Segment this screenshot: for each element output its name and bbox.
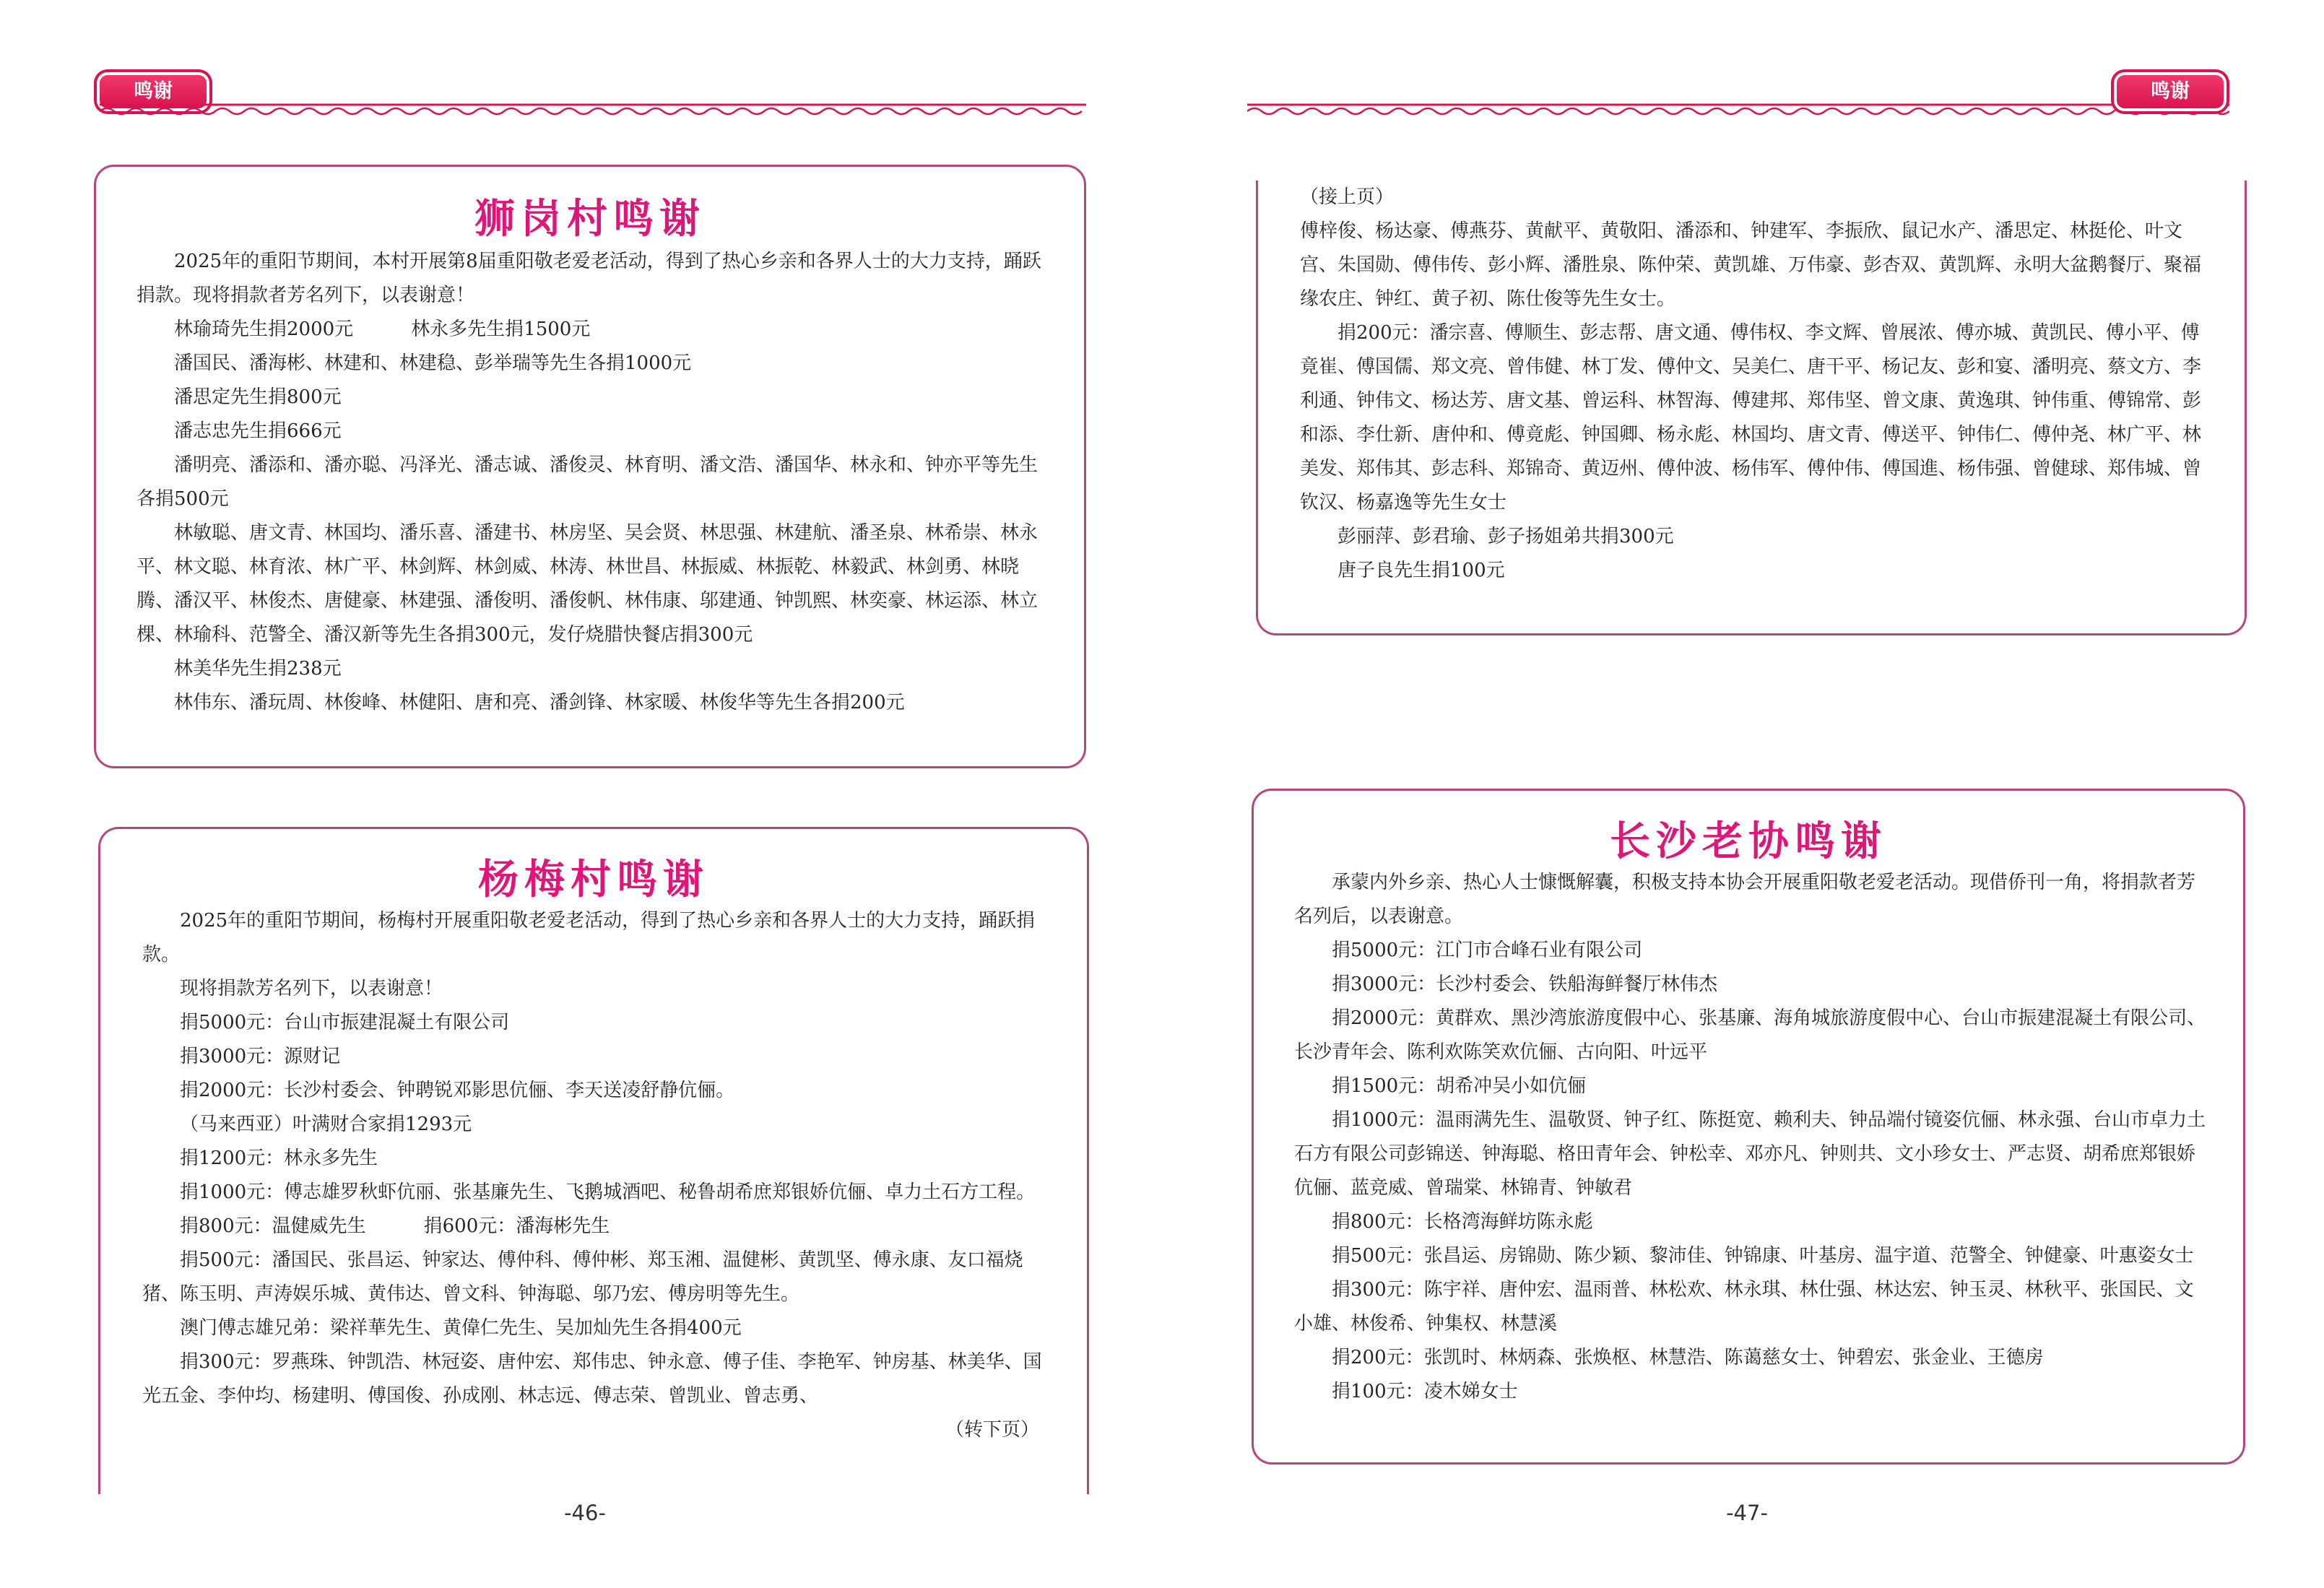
yangmei-line: 捐300元：罗燕珠、钟凯浩、林冠姿、唐仲宏、郑伟忠、钟永意、傅子佳、李艳军、钟房基、林美华、国光五金、李仲均、杨建明、傅国俊、孙成刚、林志远、傅志荣、曾凯业、曾志勇、 [142,1351,1042,1407]
continuation-line: 彭丽萍、彭君瑜、彭子扬姐弟共捐300元 [1337,526,1674,547]
yangmei-line: 捐2000元：长沙村委会、钟聘锐邓影思伉俪、李天送凌舒静伉俪。 [180,1080,735,1101]
header-tab: 鸣谢 [100,75,207,108]
changsha-line: 捐2000元：黄群欢、黑沙湾旅游度假中心、张基廉、海角城旅游度假中心、台山市振建混凝土有限公司、长沙青年会、陈利欢陈笑欢伉俪、古向阳、叶远平 [1294,1007,2206,1063]
changsha-line: 捐1000元：温雨满先生、温敬贤、钟子红、陈挺宽、赖利夫、钟品端付镜姿伉俪、林永强、台山市卓力土石方有限公司彭锦送、钟海聪、格田青年会、钟松幸、邓亦凡、钟则共、文小珍女士、严志贤、胡希庶郑银娇伉俪、蓝竞威、曾瑞棠、林锦青、钟敏君 [1294,1109,2206,1199]
shigang-intro: 2025年的重阳节期间，本村开展第8届重阳敬老爱老活动，得到了热心乡亲和各界人士的大力支持，踊跃捐款。现将捐款者芳名列下，以表谢意！ [136,251,1041,306]
shigang-line: 林瑜琦先生捐2000元 林永多先生捐1500元 [174,318,591,340]
continuation-box [1256,181,2247,635]
changsha-line: 捐200元：张凯时、林炳森、张焕枢、林慧浩、陈蔼慈女士、钟碧宏、张金业、王德房 [1332,1347,2044,1368]
yangmei-line: 捐1000元：傅志雄罗秋虾伉丽、张基廉先生、飞鹅城酒吧、秘鲁胡希庶郑银娇伉俪、卓力土石方工程。 [180,1181,1036,1203]
shigang-line: 林敏聪、唐文青、林国均、潘乐喜、潘建书、林房坚、吴会贤、林思强、林建航、潘圣泉、林希崇、林永平、林文聪、林育浓、林广平、林剑辉、林剑威、林涛、林世昌、林振威、林振乾、林毅武、林剑勇、林晓腾、潘汉平、林俊杰、唐健豪、林建强、潘俊明、潘俊帆、林伟康、邬建通、钟凯熙、林奕豪、林运添、林立棵、林瑜科、范警全、潘汉新等先生各捐300元，发仔烧腊快餐店捐300元 [136,522,1039,646]
shigang-line: 林美华先生捐238元 [174,658,342,680]
shigang-line: 潘思定先生捐800元 [174,386,342,408]
changsha-line: 捐800元：长格湾海鲜坊陈永彪 [1332,1211,1593,1233]
header-tab: 鸣谢 [2117,75,2224,108]
continuation-line: 捐200元：潘宗喜、傅顺生、彭志帮、唐文通、傅伟权、李文辉、曾展浓、傅亦城、黄凯民、傅小平、傅竟崔、傅国儒、郑文亮、曾伟健、林丁发、傅仲文、吴美仁、唐干平、杨记友、彭和宴、潘明亮、蔡文方、李利通、钟伟文、杨达芳、唐文基、曾运科、林智海、傅建邦、郑伟坚、曾文康、黄逸琪、钟伟重、傅锦常、彭和添、李仕新、唐仲和、傅竟彪、钟国卿、杨永彪、林国均、唐文青、傅送平、钟伟仁、傅仲尧、林广平、林美发、郑伟其、彭志科、郑锦奇、黄迈州、傅仲波、杨伟军、傅仲伟、傅国進、杨伟强、曾健球、郑伟城、曾钦汉、杨嘉逸等先生女士 [1300,322,2202,513]
changsha-intro: 承蒙内外乡亲、热心人士慷慨解囊，积极支持本协会开展重阳敬老爱老活动。现借侨刊一角，将捐款者芳名列后，以表谢意。 [1294,872,2196,927]
page-number: -47- [1726,1501,1768,1525]
changsha-title: 长沙老协鸣谢 [1610,818,1887,865]
yangmei-line: （马来西亚）叶满财合家捐1293元 [180,1114,472,1135]
changsha-line: 捐1500元：胡希冲吴小如伉俪 [1332,1075,1587,1097]
changsha-line: 捐100元：凌木娣女士 [1332,1381,1518,1402]
right-page [1162,0,2324,1588]
continued-from-note: （接上页） [1300,186,1395,208]
shigang-line: 林伟东、潘玩周、林俊峰、林健阳、唐和亮、潘剑锋、林家暖、林俊华等先生各捐200元 [174,692,905,713]
shigang-body [136,245,1052,720]
yangmei-title: 杨梅村鸣谢 [478,856,709,903]
changsha-line: 捐3000元：长沙村委会、铁船海鲜餐厅林伟杰 [1332,973,1718,995]
yangmei-line: 捐500元：潘国民、张昌运、钟家达、傅仲科、傅仲彬、郑玉湘、温健彬、黄凯坚、傅永康、友口福烧猪、陈玉明、声涛娱乐城、黄伟达、曾文科、钟海聪、邬乃宏、傅房明等先生。 [142,1249,1023,1305]
page-number: -46- [564,1501,606,1525]
continuation-line: 傅梓俊、杨达豪、傅燕芬、黄献平、黄敬阳、潘添和、钟建军、李振欣、鼠记水产、潘思定、林挺伦、叶文宫、朱国勋、傅伟传、彭小辉、潘胜泉、陈仲荣、黄凯雄、万伟豪、彭杏双、黄凯辉、永明大盆鹅餐厅、聚福缘农庄、钟红、黄子初、陈仕俊等先生女士。 [1300,220,2202,310]
yangmei-line: 现将捐款芳名列下，以表谢意！ [180,978,443,999]
yangmei-line: 捐5000元：台山市振建混凝土有限公司 [180,1012,510,1033]
yangmei-line: 捐1200元：林永多先生 [180,1147,378,1169]
yangmei-line: 捐3000元：源财记 [180,1046,341,1067]
yangmei-box [98,827,1089,1494]
shigang-line: 潘国民、潘海彬、林建和、林建稳、彭举瑞等先生各捐1000元 [174,352,692,374]
continued-note: （转下页） [945,1419,1039,1441]
header-wave-rule [1247,101,2229,117]
continuation-line: 唐子良先生捐100元 [1337,560,1505,581]
changsha-line: 捐500元：张昌运、房锦勋、陈少颖、黎沛佳、钟锦康、叶基房、温宇道、范警全、钟健豪、叶惠姿女士 [1332,1245,2194,1267]
continuation-body [1300,181,2211,588]
header-wave-rule [100,101,1086,117]
yangmei-body [142,904,1054,1447]
shigang-line: 潘志忠先生捐666元 [174,420,342,442]
yangmei-intro: 2025年的重阳节期间，杨梅村开展重阳敬老爱老活动，得到了热心乡亲和各界人士的大力支持，踊跃捐款。 [142,910,1036,966]
changsha-line: 捐300元：陈宇祥、唐仲宏、温雨普、林松欢、林永琪、林仕强、林达宏、钟玉灵、林秋平、张国民、文小雄、林俊希、钟集权、林慧溪 [1294,1279,2194,1335]
yangmei-line: 捐800元：温健威先生 捐600元：潘海彬先生 [180,1215,610,1237]
shigang-title: 狮岗村鸣谢 [474,196,706,243]
yangmei-line: 澳门傅志雄兄弟：梁祥華先生、黄偉仁先生、吴加灿先生各捐400元 [180,1317,742,1339]
changsha-line: 捐5000元：江门市合峰石业有限公司 [1332,940,1643,961]
changsha-box [1252,789,2245,1465]
shigang-line: 潘明亮、潘添和、潘亦聪、冯泽光、潘志诚、潘俊灵、林育明、潘文浩、潘国华、林永和、钟亦平等先生各捐500元 [136,454,1039,510]
changsha-body [1294,866,2208,1409]
shigang-box [94,165,1086,768]
